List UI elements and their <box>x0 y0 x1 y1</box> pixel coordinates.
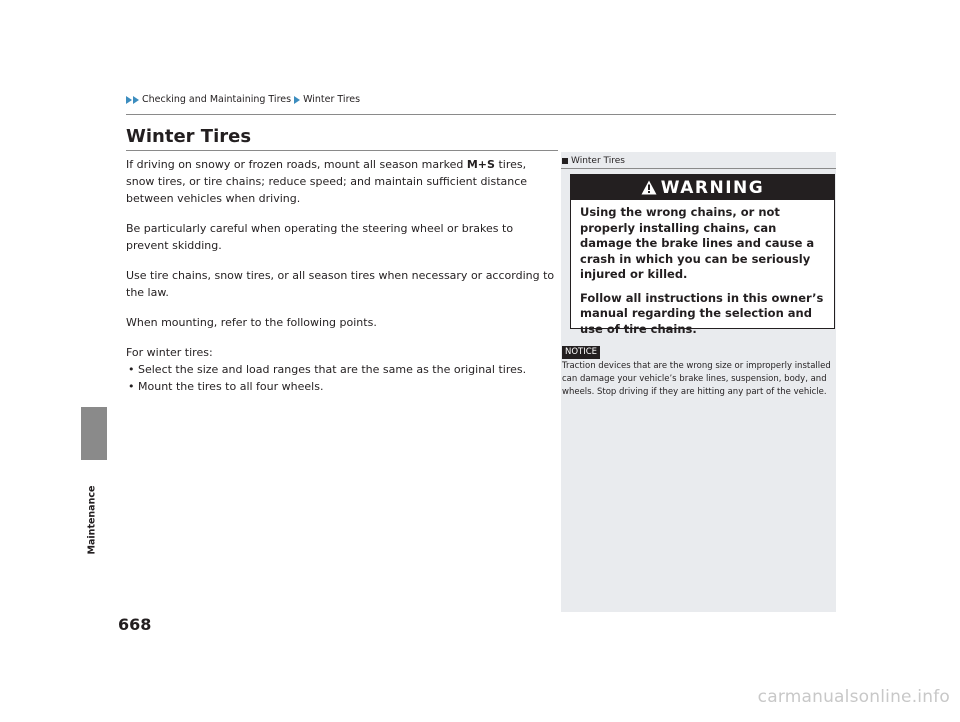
header-divider <box>126 114 836 115</box>
breadcrumb-link-tires[interactable]: Checking and Maintaining Tires <box>142 94 292 105</box>
warning-triangle-icon <box>641 180 657 195</box>
breadcrumb-arrow-icon <box>294 96 300 104</box>
title-divider <box>126 150 558 151</box>
main-body <box>126 156 558 395</box>
list-item: • Mount the tires to all four wheels. <box>126 378 558 395</box>
watermark: carmanualsonline.info <box>757 687 950 707</box>
notice-text: Traction devices that are the wrong size or improperly installed can damage your vehicle’s brake lines, suspension, body, and wheels. Stop driving if they are hitting any part of the vehicle. <box>562 361 831 397</box>
paragraph-careful: Be particularly careful when operating the steering wheel or brakes to prevent skidding. <box>126 222 514 252</box>
paragraph-winter-tires: For winter tires: <box>126 346 213 359</box>
section-tab-label: Maintenance <box>86 485 98 555</box>
warning-body <box>571 200 834 337</box>
bullet-list <box>126 361 558 395</box>
page-number: 668 <box>118 615 152 634</box>
breadcrumb <box>126 94 360 105</box>
paragraph-mounting: When mounting, refer to the following points. <box>126 316 377 329</box>
sidebar-heading-text: Winter Tires <box>571 156 625 166</box>
sidebar-square-icon <box>562 158 568 164</box>
paragraph-chains: Use tire chains, snow tires, or all season tires when necessary or according to the law. <box>126 269 555 299</box>
sidebar-heading <box>562 156 625 166</box>
warning-text: Follow all instructions in this owner’s manual regarding the selection and use of tire chains. <box>580 290 824 336</box>
warning-text: Using the wrong chains, or not properly installing chains, can damage the brake lines and cause a crash in which you can be seriously injured or killed. <box>580 205 815 281</box>
page-title: Winter Tires <box>126 126 252 147</box>
warning-header <box>571 175 834 200</box>
list-item: • Select the size and load ranges that are the same as the original tires. <box>126 361 558 378</box>
breadcrumb-arrow-icon <box>126 96 132 104</box>
paragraph-mount: If driving on snowy or frozen roads, mount all season marked M+S tires, snow tires, or tire chains; reduce speed; and maintain sufficient distance between vehicles when driving. <box>126 158 528 205</box>
notice-badge: NOTICE <box>562 346 600 359</box>
breadcrumb-arrow-icon <box>133 96 139 104</box>
warning-label: WARNING <box>660 177 765 198</box>
section-tab <box>81 407 107 460</box>
warning-box <box>570 174 835 336</box>
ms-mark: M+S <box>466 158 495 171</box>
breadcrumb-link-winter-tires[interactable]: Winter Tires <box>303 94 361 105</box>
sidebar-divider <box>561 168 836 169</box>
